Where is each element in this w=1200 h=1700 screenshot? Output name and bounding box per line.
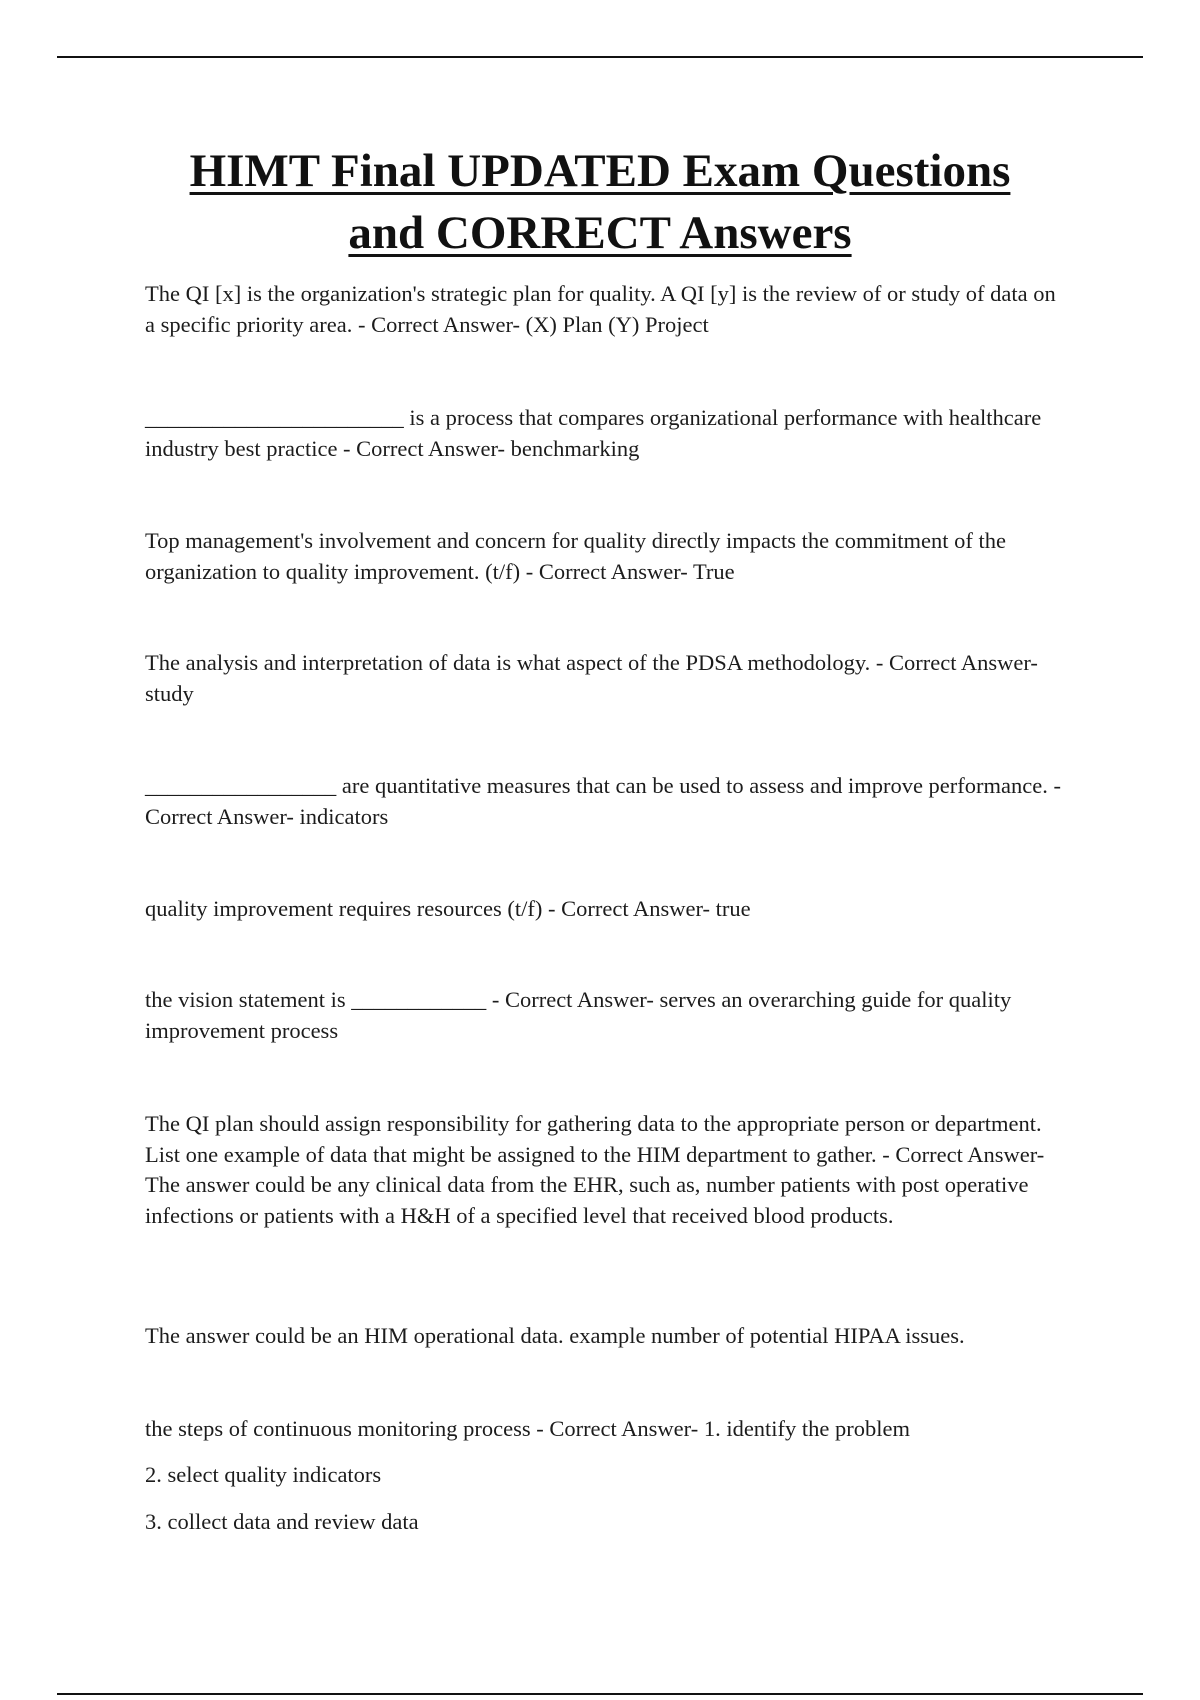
title-line-1: HIMT Final UPDATED Exam Questions (189, 145, 1011, 197)
list-step-2: 2. select quality indicators (145, 1462, 382, 1487)
list-step-3: 3. collect data and review data (145, 1509, 419, 1534)
qa-item-9: The answer could be an HIM operational data. example number of potential HIPAA issues. (145, 1323, 965, 1348)
qa-item-6: quality improvement requires resources (t/f) - Correct Answer- true (145, 896, 751, 921)
qa-item-2: _______________________ is a process that compares organizational performance with healthcare industry best practice - Correct Answer- benchmarking (145, 405, 1042, 461)
qa-item-1: The QI [x] is the organization's strategic plan for quality. A QI [y] is the review of or study of data on a specific priority area. - Correct Answer- (X) Plan (Y) Project (145, 281, 1056, 337)
header-rule (57, 56, 1143, 58)
qa-item-4: The analysis and interpretation of data is what aspect of the PDSA methodology. - Correct Answer- study (145, 650, 1038, 706)
footer-rule (57, 1693, 1143, 1695)
title-line-2: and CORRECT Answers (348, 207, 852, 259)
qa-item-8: The QI plan should assign responsibility for gathering data to the appropriate person or department. List one example of data that might be assigned to the HIM department to gather. - Correct Answer- The answer could be any clinical data from the EHR, such as, number patients with post operative infections or patients with a H&H of a specified level that received blood products. (145, 1111, 1045, 1228)
qa-item-3: Top management's involvement and concern for quality directly impacts the commitment of the organization to quality improvement. (t/f) - Correct Answer- True (145, 528, 1006, 584)
qa-item-7: the vision statement is ____________ - Correct Answer- serves an overarching guide for quality improvement process (145, 987, 1012, 1043)
qa-item-10: the steps of continuous monitoring process - Correct Answer- 1. identify the problem (145, 1416, 911, 1441)
qa-item-5: _________________ are quantitative measures that can be used to assess and improve performance. - Correct Answer- indicators (145, 773, 1061, 829)
document-title (100, 140, 1100, 264)
